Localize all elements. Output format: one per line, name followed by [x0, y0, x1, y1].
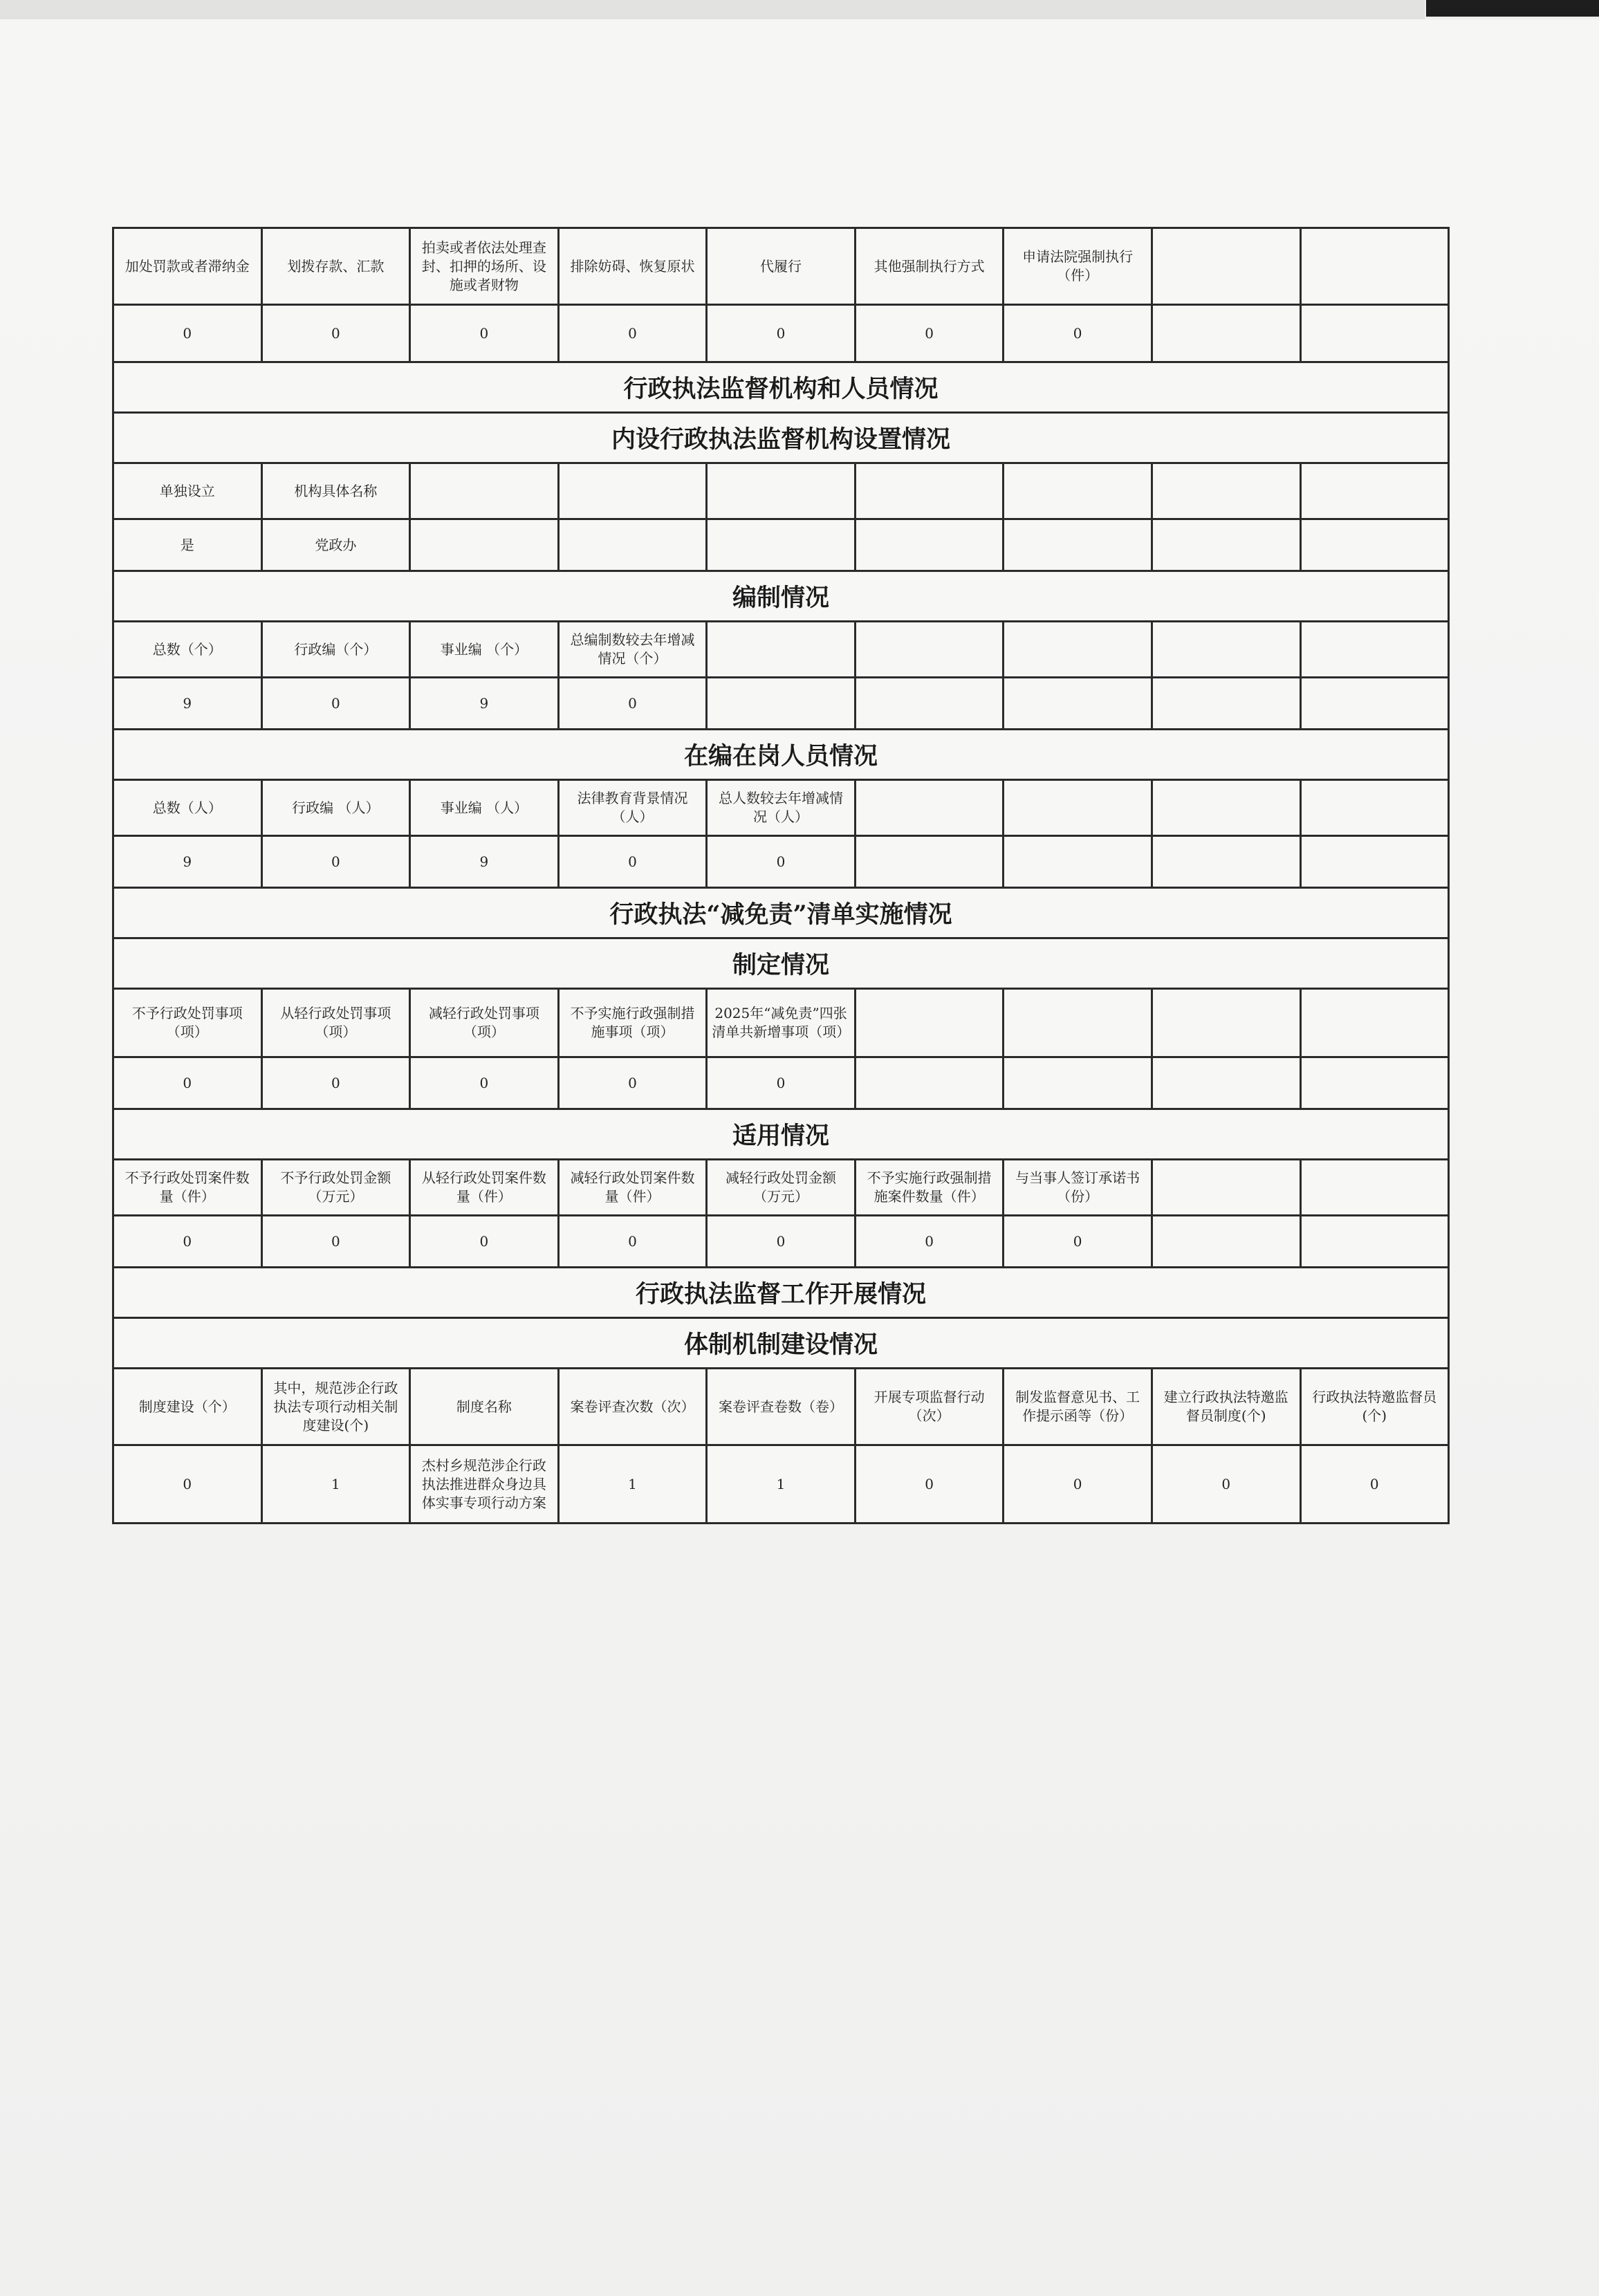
- table4-value-row: [114, 837, 1448, 889]
- section-title: 行政执法监督工作开展情况: [114, 1268, 1448, 1319]
- table5-value-row: [114, 1058, 1448, 1110]
- table2-value-cell: [856, 520, 1005, 570]
- table2-header-cell: [1302, 464, 1448, 518]
- table1-header-row: [114, 229, 1448, 306]
- table6-value-cell: 0: [708, 1216, 856, 1266]
- table7-header-cell: 制度名称: [411, 1369, 560, 1444]
- table1-header-cell: [1302, 229, 1448, 304]
- table6-header-cell: 减轻行政处罚金额（万元）: [708, 1160, 856, 1214]
- table7-value-cell: 0: [856, 1446, 1005, 1522]
- table3-header-cell: 行政编（个）: [263, 622, 412, 676]
- table7-value-cell: 0: [1153, 1446, 1302, 1522]
- table7-value-cell: 1: [560, 1446, 708, 1522]
- table1-value-cell: 0: [114, 306, 263, 361]
- previous-page-edge: [0, 0, 1425, 21]
- table2-header-cell: [1004, 464, 1153, 518]
- table3-header-row: [114, 622, 1448, 678]
- table2-value-cell: [560, 520, 708, 570]
- table4-header-cell: 总人数较去年增减情况（人）: [708, 781, 856, 835]
- table4-value-cell: [856, 837, 1005, 887]
- table6-value-cell: 0: [263, 1216, 412, 1266]
- table2-value-cell: [1302, 520, 1448, 570]
- table4-header-cell: 总数（人）: [114, 781, 263, 835]
- table6-header-cell: 与当事人签订承诺书（份）: [1004, 1160, 1153, 1214]
- table3-header-cell: 总数（个）: [114, 622, 263, 676]
- section-title: 编制情况: [114, 572, 1448, 622]
- section-title: 体制机制建设情况: [114, 1319, 1448, 1369]
- table6-value-cell: 0: [560, 1216, 708, 1266]
- table5-value-cell: 0: [708, 1058, 856, 1108]
- table1-value-cell: 0: [1004, 306, 1153, 361]
- table2-value-cell: [1153, 520, 1302, 570]
- table3-value-cell: 9: [411, 678, 560, 728]
- table7-value-cell: 0: [114, 1446, 263, 1522]
- table6-header-row: [114, 1160, 1448, 1216]
- table5-header-cell: [856, 990, 1005, 1056]
- table6-value-cell: [1153, 1216, 1302, 1266]
- table5-value-cell: [1153, 1058, 1302, 1108]
- table7-value-cell: 杰村乡规范涉企行政执法推进群众身边具体实事专项行动方案: [411, 1446, 560, 1522]
- table2-header-cell: 机构具体名称: [263, 464, 412, 518]
- table7-value-cell: 1: [263, 1446, 412, 1522]
- table5-value-cell: 0: [411, 1058, 560, 1108]
- table2-value-cell: [411, 520, 560, 570]
- table1-value-cell: [1302, 306, 1448, 361]
- table2-header-cell: [1153, 464, 1302, 518]
- table7-header-cell: 行政执法特邀监督员(个): [1312, 1389, 1437, 1424]
- table7-header-cell: 案卷评查卷数（卷）: [708, 1369, 856, 1444]
- table6-value-row: [114, 1216, 1448, 1268]
- table7-header-cell: 开展专项监督行动（次）: [856, 1369, 1005, 1444]
- table5-header-cell: 不予行政处罚事项（项）: [114, 990, 263, 1056]
- section-title: 制定情况: [114, 939, 1448, 990]
- table6-header-cell: [1302, 1160, 1448, 1214]
- table5-value-cell: [1302, 1058, 1448, 1108]
- section-title: 在编在岗人员情况: [114, 730, 1448, 781]
- table1-value-row: [114, 306, 1448, 363]
- paper-sheet: [0, 19, 1599, 2296]
- section-title: 行政执法监督机构和人员情况: [114, 363, 1448, 414]
- table5-header-cell: [1153, 990, 1302, 1056]
- table5-header-cell: 2025年“减免责”四张清单共新增事项（项）: [708, 990, 856, 1056]
- table7-value-row: [114, 1446, 1448, 1522]
- table3-header-cell: 事业编 （个）: [411, 622, 560, 676]
- table4-value-cell: 0: [560, 837, 708, 887]
- section-title: 行政执法“减免责”清单实施情况: [114, 889, 1448, 939]
- table1-value-cell: [1153, 306, 1302, 361]
- statistics-table: [112, 227, 1450, 1524]
- table2-value-row: [114, 520, 1448, 572]
- table7-value-cell: 0: [1369, 1475, 1379, 1492]
- table1-header-cell: 其他强制执行方式: [856, 229, 1005, 304]
- table3-header-cell: [1004, 622, 1153, 676]
- table6-value-cell: 0: [411, 1216, 560, 1266]
- table4-header-cell: [1153, 781, 1302, 835]
- table4-header-cell: 法律教育背景情况（人）: [560, 781, 708, 835]
- table4-header-cell: [856, 781, 1005, 835]
- table5-header-cell: 减轻行政处罚事项（项）: [411, 990, 560, 1056]
- table4-value-cell: 9: [411, 837, 560, 887]
- table1-header-cell: 加处罚款或者滞纳金: [114, 229, 263, 304]
- table2-value-cell: [1004, 520, 1153, 570]
- table4-value-cell: [1004, 837, 1153, 887]
- table1-value-cell: 0: [263, 306, 412, 361]
- table4-value-cell: 9: [114, 837, 263, 887]
- table2-header-cell: [856, 464, 1005, 518]
- table5-header-cell: 不予实施行政强制措施事项（项）: [560, 990, 708, 1056]
- table2-header-cell: [411, 464, 560, 518]
- table4-value-cell: [1153, 837, 1302, 887]
- table2-value-cell: 是: [114, 520, 263, 570]
- table3-header-cell: [1153, 622, 1302, 676]
- table5-header-row: [114, 990, 1448, 1058]
- table4-header-cell: 行政编 （人）: [263, 781, 412, 835]
- table7-header-cell: 制发监督意见书、工作提示函等（份）: [1004, 1369, 1153, 1444]
- table1-header-cell: [1153, 229, 1302, 304]
- table3-value-cell: [856, 678, 1005, 728]
- table1-value-cell: 0: [560, 306, 708, 361]
- table4-header-row: [114, 781, 1448, 837]
- table7-value-cell: 1: [708, 1446, 856, 1522]
- table4-header-cell: [1302, 781, 1448, 835]
- table1-value-cell: 0: [411, 306, 560, 361]
- table6-value-cell: 0: [1004, 1216, 1153, 1266]
- table5-header-cell: [1302, 990, 1448, 1056]
- table6-header-cell: 不予实施行政强制措施案件数量（件）: [856, 1160, 1005, 1214]
- table2-value-cell: 党政办: [263, 520, 412, 570]
- table1-header-cell: 划拨存款、汇款: [263, 229, 412, 304]
- table3-value-row: [114, 678, 1448, 730]
- table6-header-cell: 减轻行政处罚案件数量（件）: [560, 1160, 708, 1214]
- table6-value-cell: 0: [856, 1216, 1005, 1266]
- table4-header-cell: 事业编 （人）: [411, 781, 560, 835]
- table4-value-cell: [1302, 837, 1448, 887]
- table2-header-row: [114, 464, 1448, 520]
- table5-value-cell: 0: [560, 1058, 708, 1108]
- table7-header-row: [114, 1369, 1448, 1446]
- table2-header-cell: [560, 464, 708, 518]
- table6-value-cell: 0: [114, 1216, 263, 1266]
- table7-header-cell: 案卷评查次数（次）: [560, 1369, 708, 1444]
- table3-value-cell: 0: [263, 678, 412, 728]
- table6-value-cell: [1302, 1216, 1448, 1266]
- table3-value-cell: [708, 678, 856, 728]
- section-title: 内设行政执法监督机构设置情况: [114, 414, 1448, 464]
- table5-value-cell: [1004, 1058, 1153, 1108]
- table1-header-cell: 拍卖或者依法处理查封、扣押的场所、设施或者财物: [411, 229, 560, 304]
- table6-header-cell: 不予行政处罚金额（万元）: [263, 1160, 412, 1214]
- table3-header-cell: 总编制数较去年增减情况（个）: [560, 622, 708, 676]
- table3-value-cell: 0: [560, 678, 708, 728]
- section-title: 适用情况: [114, 1110, 1448, 1160]
- table3-value-cell: [1302, 678, 1448, 728]
- table5-value-cell: [856, 1058, 1005, 1108]
- table2-value-cell: [708, 520, 856, 570]
- table7-header-cell: 建立行政执法特邀监督员制度(个): [1153, 1369, 1302, 1444]
- table5-value-cell: 0: [114, 1058, 263, 1108]
- table3-value-cell: [1004, 678, 1153, 728]
- table6-header-cell: [1153, 1160, 1302, 1214]
- table7-header-cell: 制度建设（个）: [114, 1369, 263, 1444]
- table6-header-cell: 从轻行政处罚案件数量（件）: [411, 1160, 560, 1214]
- table1-header-cell: 申请法院强制执行（件）: [1004, 229, 1153, 304]
- table2-header-cell: [708, 464, 856, 518]
- table5-value-cell: 0: [263, 1058, 412, 1108]
- table4-header-cell: [1004, 781, 1153, 835]
- table6-header-cell: 不予行政处罚案件数量（件）: [114, 1160, 263, 1214]
- table3-value-cell: [1153, 678, 1302, 728]
- table4-value-cell: 0: [263, 837, 412, 887]
- background-surface: [1426, 0, 1599, 17]
- table3-value-cell: 9: [114, 678, 263, 728]
- table5-header-cell: 从轻行政处罚事项（项）: [263, 990, 412, 1056]
- table2-header-cell: 单独设立: [114, 464, 263, 518]
- table4-value-cell: 0: [708, 837, 856, 887]
- table1-value-cell: 0: [856, 306, 1005, 361]
- table1-value-cell: 0: [708, 306, 856, 361]
- table1-header-cell: 代履行: [708, 229, 856, 304]
- table5-header-cell: [1004, 990, 1153, 1056]
- table7-header-cell: 其中，规范涉企行政执法专项行动相关制度建设(个): [263, 1369, 412, 1444]
- table3-header-cell: [708, 622, 856, 676]
- table3-header-cell: [1302, 622, 1448, 676]
- table3-header-cell: [856, 622, 1005, 676]
- table7-value-cell: 0: [1004, 1446, 1153, 1522]
- table1-header-cell: 排除妨碍、恢复原状: [560, 229, 708, 304]
